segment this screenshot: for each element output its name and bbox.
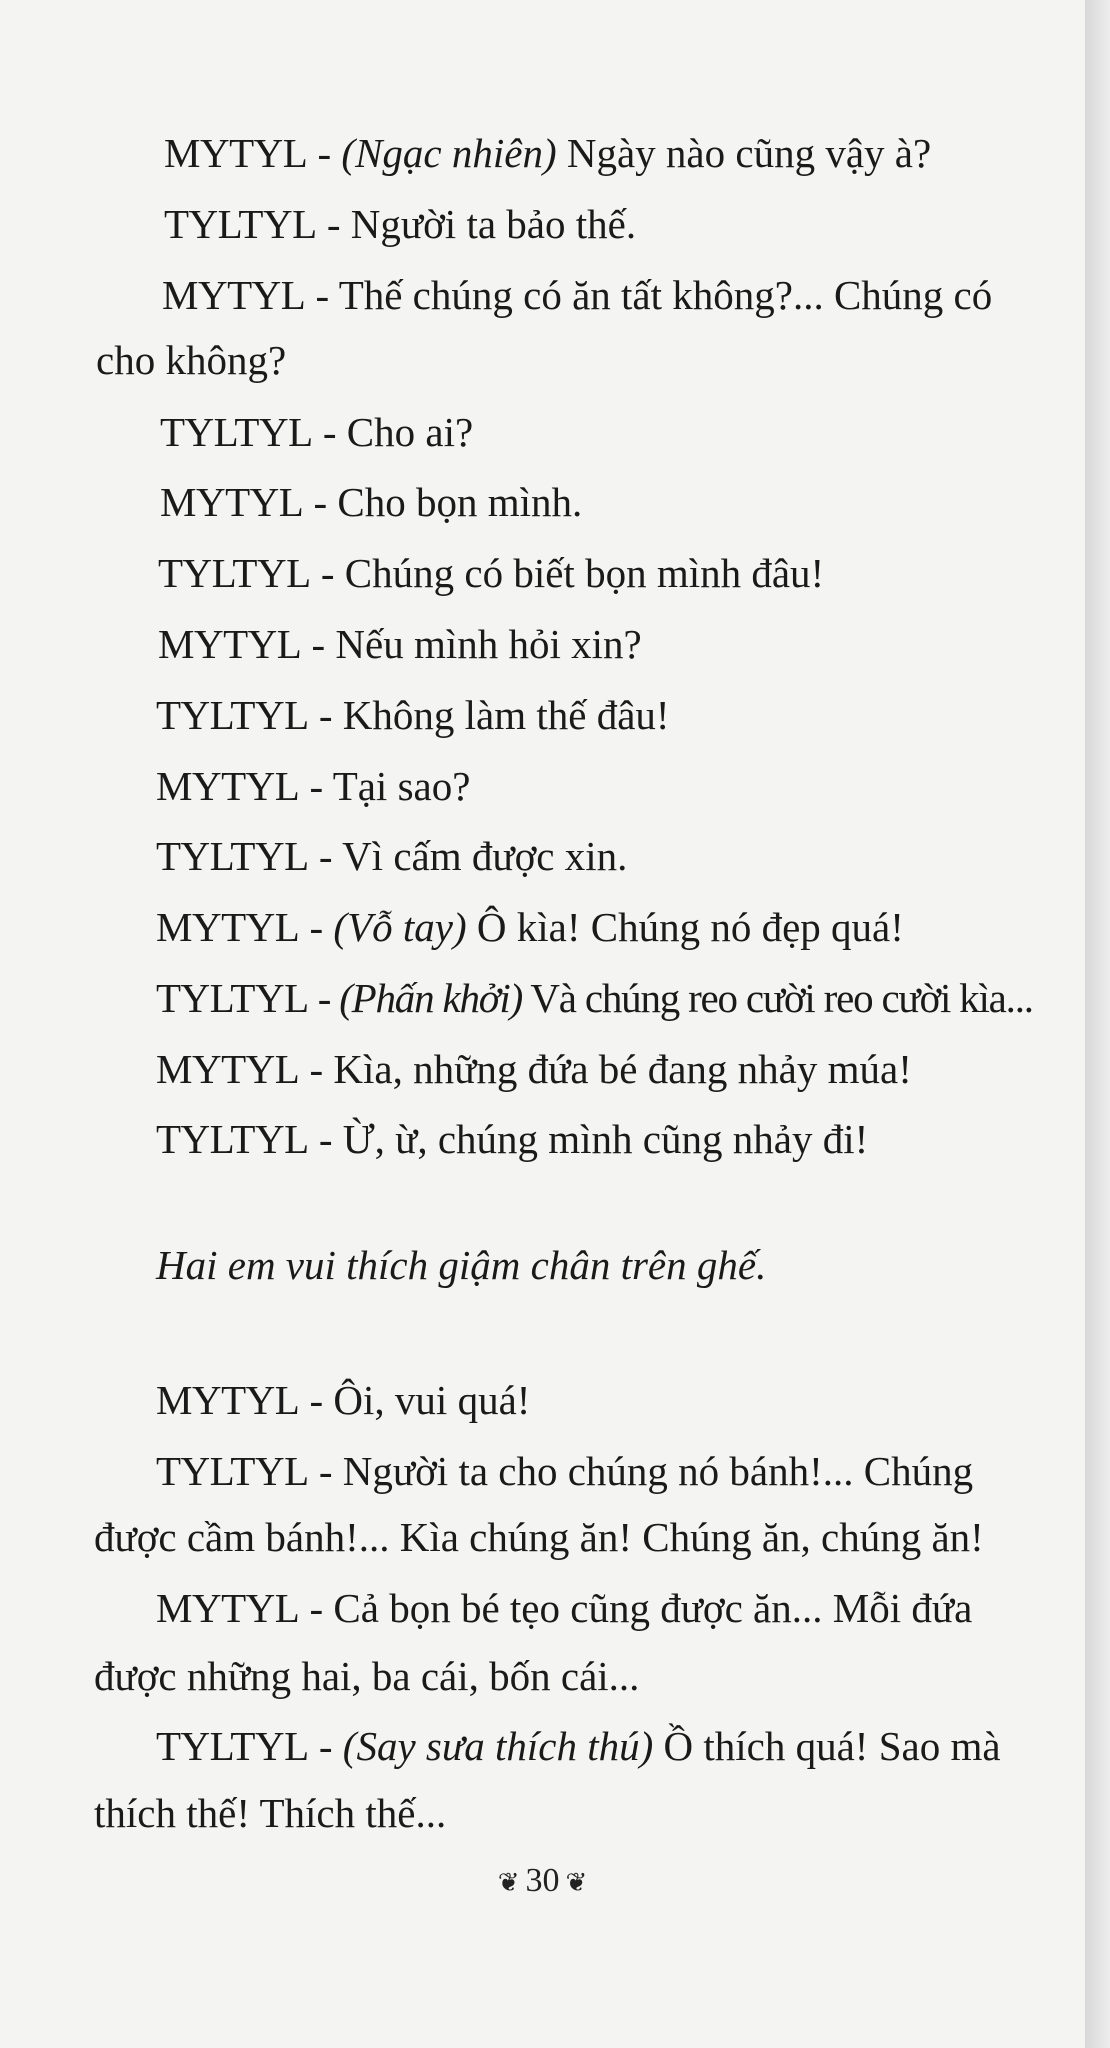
speaker: TYLTYL [164, 201, 317, 247]
dialogue-line [160, 409, 474, 455]
speech: Người ta cho chúng nó bánh!... Chúng [342, 1448, 974, 1494]
dash: - [307, 130, 342, 176]
dash: - [308, 1448, 343, 1494]
dash: - [308, 692, 343, 738]
speaker: TYLTYL [158, 550, 311, 596]
page-number-footer [0, 1862, 1085, 1900]
dash: - [299, 1377, 334, 1423]
speech: Tại sao? [332, 763, 471, 809]
dialogue-continuation: thích thế! Thích thế... [94, 1790, 447, 1836]
speaker: TYLTYL [156, 1116, 309, 1162]
dialogue-line [158, 550, 825, 596]
speaker: MYTYL [162, 272, 306, 318]
dialogue-line [156, 1116, 869, 1162]
dash: - [303, 479, 338, 525]
speech: Người ta bảo thế. [350, 201, 637, 247]
dialogue-line [156, 1046, 912, 1092]
speaker: MYTYL [156, 904, 300, 950]
speaker: MYTYL [156, 1046, 300, 1092]
dash: - [299, 1046, 334, 1092]
speaker: MYTYL [158, 621, 302, 667]
stage-direction: Hai em vui thích giậm chân trên ghế. [156, 1242, 767, 1288]
speech: Kìa, những đứa bé đang nhảy múa! [333, 1046, 912, 1092]
speaker: TYLTYL [156, 975, 309, 1021]
dash: - [308, 975, 340, 1021]
stage-note: (Phấn khởi) [339, 975, 523, 1021]
dialogue-continuation: được những hai, ba cái, bốn cái... [94, 1653, 640, 1699]
speech: Vì cấm được xin. [342, 833, 628, 879]
dialogue-line [156, 975, 1033, 1021]
speech: Ô kìa! Chúng nó đẹp quá! [476, 904, 904, 950]
speaker: MYTYL [164, 130, 308, 176]
speech: Ngày nào cũng vậy à? [566, 130, 932, 176]
page-edge [1085, 0, 1110, 2048]
speech: Chúng có biết bọn mình đâu! [344, 550, 825, 596]
dash: - [299, 904, 334, 950]
dialogue-line [156, 1585, 973, 1631]
dialogue-line [162, 272, 993, 318]
speaker: TYLTYL [156, 1723, 309, 1769]
dash: - [316, 201, 351, 247]
dialogue-line [164, 201, 637, 247]
speaker: MYTYL [160, 479, 304, 525]
dash: - [310, 550, 345, 596]
speech: Ồ thích quá! Sao mà [663, 1723, 1001, 1769]
stage-note: (Say sưa thích thú) [342, 1723, 654, 1769]
speaker: MYTYL [156, 763, 300, 809]
dialogue-continuation: cho không? [96, 337, 287, 383]
speaker: TYLTYL [160, 409, 313, 455]
dialogue-line [158, 621, 642, 667]
stage-note: (Ngạc nhiên) [341, 130, 557, 176]
speaker: TYLTYL [156, 833, 309, 879]
speech: Không làm thế đâu! [342, 692, 670, 738]
page-number: 30 [525, 1862, 560, 1899]
dash: - [299, 763, 333, 809]
dash: - [305, 272, 339, 318]
dialogue-line [156, 763, 471, 809]
dialogue-line [156, 1377, 531, 1423]
ornament-right-icon: ❦ [565, 1868, 588, 1898]
dialogue-line [164, 130, 932, 176]
stage-note: (Vỗ tay) [333, 904, 467, 950]
speech: Và chúng reo cười reo cười kìa... [530, 975, 1033, 1021]
dialogue-line [156, 904, 904, 950]
dialogue-continuation: được cầm bánh!... Kìa chúng ăn! Chúng ăn, chúng ăn! [94, 1514, 984, 1560]
dash: - [299, 1585, 334, 1631]
speech: Cho bọn mình. [337, 479, 583, 525]
dialogue-line [156, 692, 670, 738]
dash: - [301, 621, 336, 667]
dash: - [308, 833, 343, 879]
speaker: MYTYL [156, 1377, 300, 1423]
dialogue-line [160, 479, 583, 525]
speaker: TYLTYL [156, 692, 309, 738]
speaker: MYTYL [156, 1585, 300, 1631]
speech: Cả bọn bé tẹo cũng được ăn... Mỗi đứa [333, 1585, 973, 1631]
dash: - [312, 409, 347, 455]
dialogue-line [156, 1448, 974, 1494]
speech: Ừ, ừ, chúng mình cũng nhảy đi! [342, 1116, 869, 1162]
dialogue-line [156, 1723, 1001, 1769]
dash: - [308, 1723, 343, 1769]
speaker: TYLTYL [156, 1448, 309, 1494]
dialogue-line [156, 833, 628, 879]
dash: - [308, 1116, 343, 1162]
speech: Ôi, vui quá! [333, 1377, 531, 1423]
ornament-left-icon: ❦ [497, 1868, 520, 1898]
speech: Thế chúng có ăn tất không?... Chúng có [338, 272, 993, 318]
speech: Nếu mình hỏi xin? [335, 621, 642, 667]
speech: Cho ai? [346, 409, 474, 455]
